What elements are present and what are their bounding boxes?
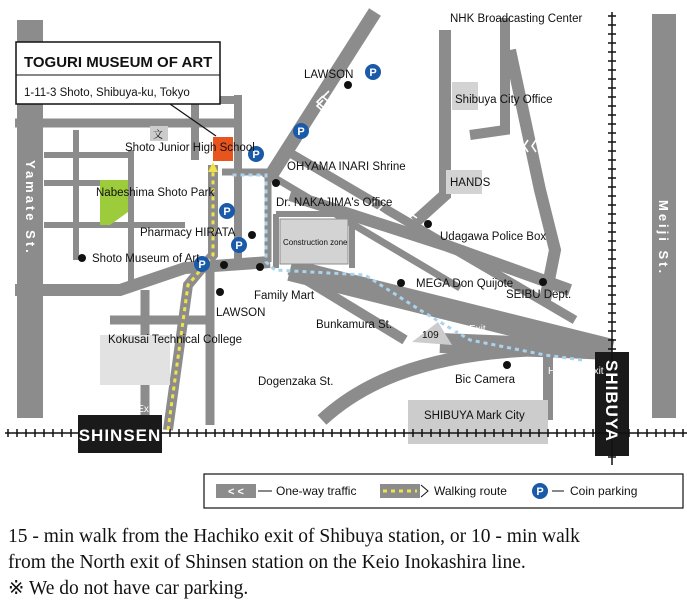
parking-icon bbox=[231, 237, 247, 253]
svg-text:P: P bbox=[369, 67, 377, 79]
svg-text:P: P bbox=[252, 149, 260, 161]
label-yamate-st: Yamate St. bbox=[23, 160, 38, 256]
museum-address: 1-11-3 Shoto, Shibuya-ku, Tokyo bbox=[24, 87, 190, 99]
label-shoto-museum: Shoto Museum of Art bbox=[92, 253, 200, 265]
parking-icon bbox=[219, 203, 235, 219]
label-city-office: Shibuya City Office bbox=[455, 94, 553, 106]
road-center-up bbox=[415, 30, 445, 222]
road-north-east bbox=[268, 12, 375, 180]
label-north-exit: North Exit bbox=[110, 404, 154, 415]
road-shoto-main bbox=[15, 262, 270, 290]
label-a2-exit: A2 Exit bbox=[454, 324, 486, 335]
legend-parking-symbol: P bbox=[536, 486, 544, 498]
label-bic-camera: Bic Camera bbox=[455, 374, 516, 386]
parking-icon bbox=[365, 64, 381, 80]
label-pharmacy: Pharmacy HIRATA bbox=[140, 227, 236, 239]
svg-text:P: P bbox=[297, 126, 305, 138]
label-mark-city: SHIBUYA Mark City bbox=[424, 410, 525, 422]
label-hands: HANDS bbox=[450, 177, 491, 189]
label-udagawa: Udagawa Police Box bbox=[440, 231, 547, 243]
label-nabeshima: Nabeshima Shoto Park bbox=[96, 187, 215, 199]
svg-text:P: P bbox=[223, 206, 231, 218]
label-dogenzaka: Dogenzaka St. bbox=[258, 376, 334, 388]
label-family-mart: Family Mart bbox=[254, 290, 315, 302]
mark-city-block bbox=[408, 400, 548, 444]
label-meiji-st: Meiji St. bbox=[656, 200, 671, 277]
label-bunkamura-st: Bunkamura St. bbox=[316, 319, 393, 331]
label-shibuya-station: SHIBUYA bbox=[602, 360, 621, 442]
label-kokusai: Kokusai Technical College bbox=[108, 334, 243, 346]
label-mega-don: MEGA Don Quijote bbox=[416, 278, 514, 290]
label-lawson-top: LAWSON bbox=[304, 69, 354, 81]
label-construction: Construction zone bbox=[283, 238, 348, 247]
map-legend bbox=[204, 474, 683, 508]
legend-chevrons: < < bbox=[228, 486, 244, 498]
label-109: 109 bbox=[422, 330, 439, 341]
label-school-symbol: 文 bbox=[153, 130, 163, 141]
caption-line-2: from the North exit of Shinsen station on the Keio Inokashira line. bbox=[8, 552, 526, 573]
label-ohyama: OHYAMA INARI Shrine bbox=[287, 161, 406, 173]
label-shinsen-station: SHINSEN bbox=[78, 426, 162, 445]
label-seibu: SEIBU Dept. bbox=[506, 289, 572, 301]
caption-line-3: ※ We do not have car parking. bbox=[8, 578, 249, 599]
road-nhk bbox=[470, 18, 505, 135]
legend-one-way-label: One-way traffic bbox=[276, 484, 357, 498]
legend-parking-label: Coin parking bbox=[570, 484, 638, 498]
parking-icon bbox=[293, 123, 309, 139]
legend-walking-label: Walking route bbox=[434, 484, 507, 498]
label-hachiko-exit: Hachiko Exit bbox=[548, 366, 604, 377]
svg-text:P: P bbox=[235, 240, 243, 252]
label-lawson-bottom: LAWSON bbox=[216, 307, 266, 319]
museum-name: TOGURI MUSEUM OF ART bbox=[24, 54, 213, 71]
caption-line-1: 15 - min walk from the Hachiko exit of Shibuya station, or 10 - min walk bbox=[8, 526, 580, 547]
svg-text:P: P bbox=[198, 259, 206, 271]
road-seibu-curve bbox=[510, 50, 555, 300]
access-caption bbox=[8, 524, 683, 602]
label-dr-office: Dr. NAKAJIMA's Office bbox=[276, 197, 393, 209]
label-nhk-1: NHK Broadcasting Center bbox=[450, 13, 583, 25]
label-shoto-jhs: Shoto Junior High School bbox=[125, 142, 255, 154]
